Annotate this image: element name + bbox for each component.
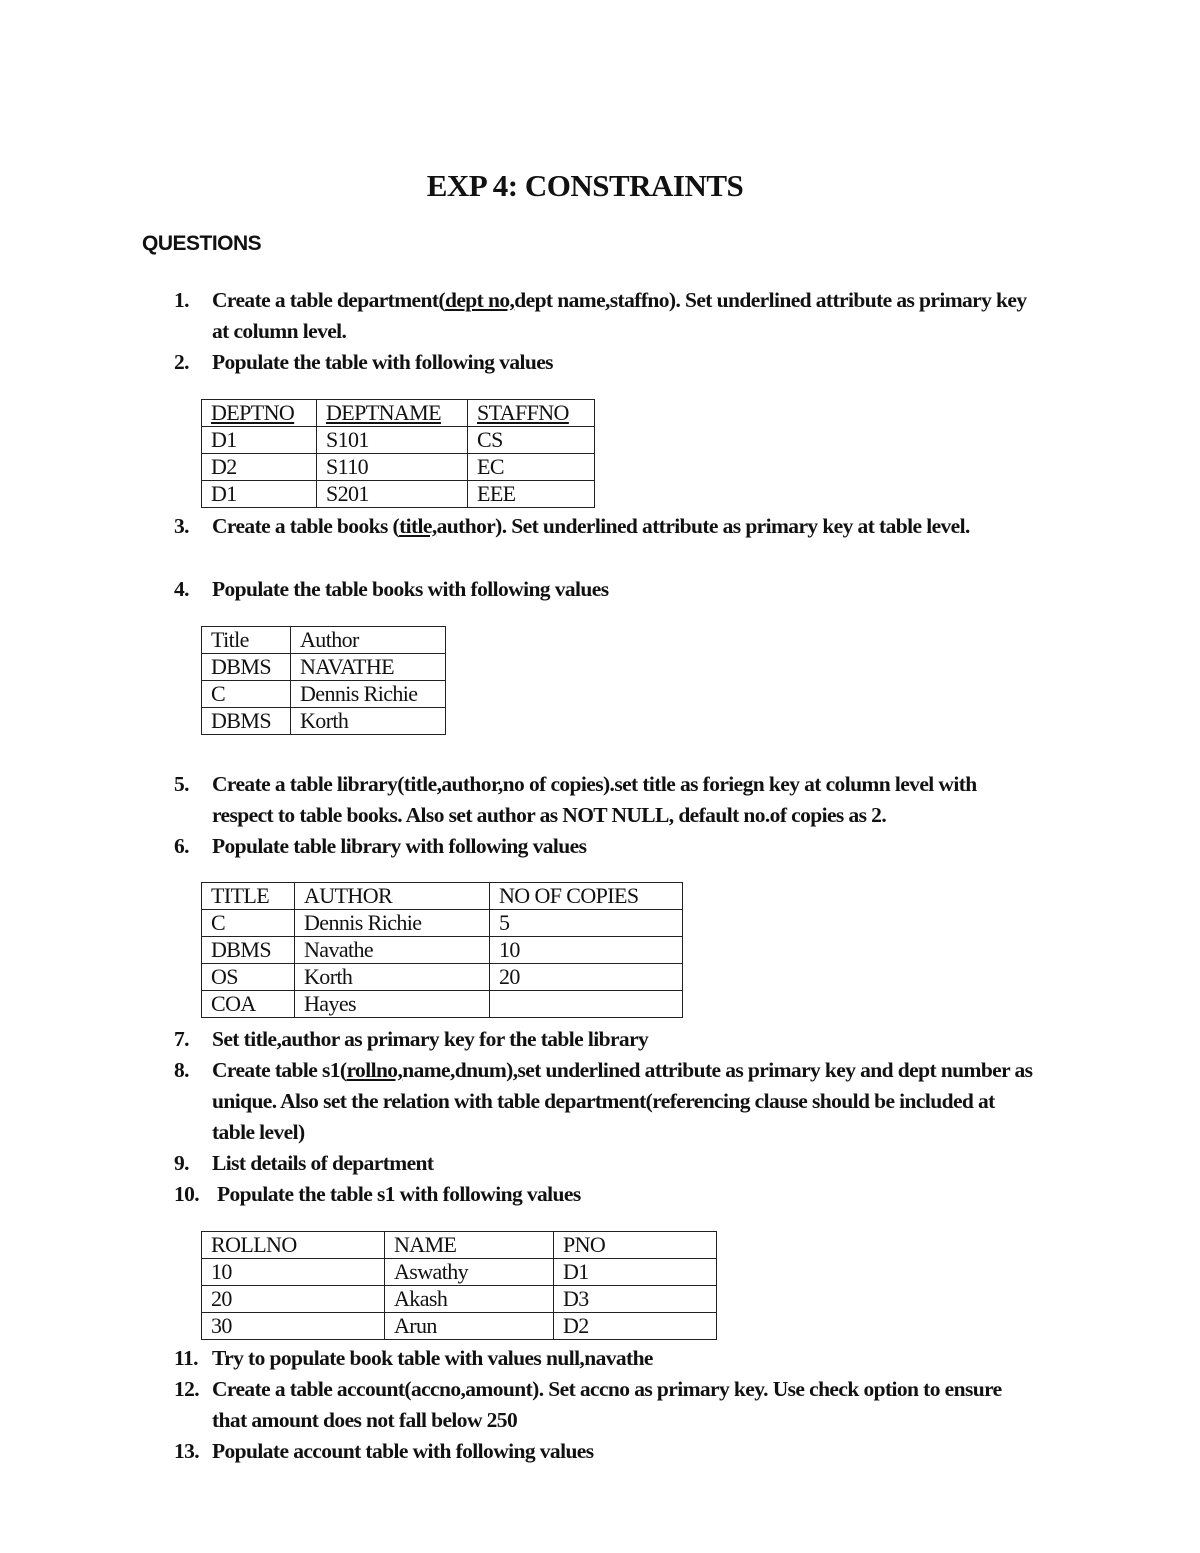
table-cell: 10 bbox=[490, 937, 683, 964]
question-number: 3. bbox=[174, 514, 189, 538]
question-text: Create table s1( bbox=[212, 1058, 347, 1082]
question-number: 13. bbox=[174, 1439, 200, 1463]
table-cell: D1 bbox=[202, 481, 317, 508]
table-cell: 20 bbox=[490, 964, 683, 991]
question-number: 1. bbox=[174, 288, 189, 312]
question-text: Create a table account(accno,amount). Set accno as primary key. Use check option to ensure that amount does not fall below 250 bbox=[212, 1377, 1002, 1432]
question-text: dept name,staffno). Set underlined attribute as primary key at column level. bbox=[212, 288, 1027, 343]
question-text: name,dnum),set underlined attribute as primary key and dept number as unique. Also set the relation with table department(referencing clause should be included at table level) bbox=[212, 1058, 1033, 1144]
table-cell: EC bbox=[468, 454, 595, 481]
table-cell: D3 bbox=[554, 1286, 717, 1313]
table-cell: 20 bbox=[202, 1286, 385, 1313]
question-13 bbox=[174, 1436, 1034, 1467]
table-header-cell: NAME bbox=[385, 1232, 554, 1259]
question-12 bbox=[174, 1374, 1034, 1436]
books-table bbox=[201, 626, 446, 735]
question-text: Populate the table books with following values bbox=[212, 577, 609, 601]
question-number: 12. bbox=[174, 1377, 200, 1401]
question-8 bbox=[174, 1055, 1034, 1148]
question-text: Populate account table with following values bbox=[212, 1439, 594, 1463]
question-number: 11. bbox=[174, 1346, 198, 1370]
table-header-cell: TITLE bbox=[202, 883, 295, 910]
table-cell: S201 bbox=[317, 481, 468, 508]
table-cell: COA bbox=[202, 991, 295, 1018]
table-cell: Dennis Richie bbox=[291, 681, 446, 708]
table-cell: CS bbox=[468, 427, 595, 454]
table-cell: 5 bbox=[490, 910, 683, 937]
table-row bbox=[202, 964, 683, 991]
table-cell: Korth bbox=[295, 964, 490, 991]
table-header-cell: STAFFNO bbox=[468, 400, 595, 427]
library-table bbox=[201, 882, 683, 1018]
table-cell: D2 bbox=[202, 454, 317, 481]
table-cell: Aswathy bbox=[385, 1259, 554, 1286]
table-header-cell: AUTHOR bbox=[295, 883, 490, 910]
question-6 bbox=[174, 831, 1034, 862]
table-header-cell: NO OF COPIES bbox=[490, 883, 683, 910]
table-row bbox=[202, 481, 595, 508]
question-text: Populate the table s1 with following values bbox=[217, 1182, 581, 1206]
table-row bbox=[202, 681, 446, 708]
table-cell: Hayes bbox=[295, 991, 490, 1018]
table-cell: Akash bbox=[385, 1286, 554, 1313]
table-cell: S110 bbox=[317, 454, 468, 481]
table-cell: C bbox=[202, 681, 291, 708]
table-cell: DBMS bbox=[202, 937, 295, 964]
table-cell: DBMS bbox=[202, 708, 291, 735]
table-row bbox=[202, 1286, 717, 1313]
table-cell: 30 bbox=[202, 1313, 385, 1340]
question-number: 7. bbox=[174, 1027, 189, 1051]
question-1 bbox=[174, 285, 1034, 347]
question-text: Populate table library with following values bbox=[212, 834, 587, 858]
questions-heading: QUESTIONS bbox=[142, 232, 262, 255]
table-cell: 10 bbox=[202, 1259, 385, 1286]
question-number: 10. bbox=[174, 1182, 200, 1206]
table-cell: Navathe bbox=[295, 937, 490, 964]
table-header-cell: DEPTNAME bbox=[317, 400, 468, 427]
question-text: author). Set underlined attribute as primary key at table level. bbox=[436, 514, 970, 538]
document-title: EXP 4: CONSTRAINTS bbox=[426, 168, 744, 203]
table-cell: C bbox=[202, 910, 295, 937]
table-row bbox=[202, 454, 595, 481]
table-header-cell: Title bbox=[202, 627, 291, 654]
table-header-cell: PNO bbox=[554, 1232, 717, 1259]
table-cell bbox=[490, 991, 683, 1018]
underlined-attribute: title, bbox=[399, 514, 437, 538]
table-row bbox=[202, 1313, 717, 1340]
underlined-attribute: dept no, bbox=[444, 288, 515, 312]
table-header-cell: Author bbox=[291, 627, 446, 654]
question-7 bbox=[174, 1024, 1034, 1055]
question-11 bbox=[174, 1343, 1034, 1374]
question-number: 9. bbox=[174, 1151, 189, 1175]
question-text: Create a table library(title,author,no of copies).set title as foriegn key at column level with respect to table books. Also set author as NOT NULL, default no.of copies as 2. bbox=[212, 772, 977, 827]
table-cell: Arun bbox=[385, 1313, 554, 1340]
question-number: 2. bbox=[174, 350, 189, 374]
question-number: 6. bbox=[174, 834, 189, 858]
underlined-attribute: rollno, bbox=[346, 1058, 403, 1082]
question-text: Populate the table with following values bbox=[212, 350, 553, 374]
table-cell: S101 bbox=[317, 427, 468, 454]
question-2 bbox=[174, 347, 1034, 378]
table-cell: NAVATHE bbox=[291, 654, 446, 681]
question-number: 8. bbox=[174, 1058, 189, 1082]
table-cell: D1 bbox=[554, 1259, 717, 1286]
question-5 bbox=[174, 769, 1034, 831]
s1-table bbox=[201, 1231, 717, 1340]
table-header-cell: DEPTNO bbox=[202, 400, 317, 427]
department-table bbox=[201, 399, 595, 508]
question-4 bbox=[174, 574, 1034, 605]
question-text: Create a table books ( bbox=[212, 514, 400, 538]
table-row bbox=[202, 708, 446, 735]
table-row bbox=[202, 910, 683, 937]
question-text: Try to populate book table with values null,navathe bbox=[212, 1346, 653, 1370]
table-row bbox=[202, 991, 683, 1018]
question-9 bbox=[174, 1148, 1034, 1179]
table-row bbox=[202, 1259, 717, 1286]
question-text: Set title,author as primary key for the table library bbox=[212, 1027, 649, 1051]
table-row bbox=[202, 654, 446, 681]
table-cell: Korth bbox=[291, 708, 446, 735]
question-text: Create a table department( bbox=[212, 288, 445, 312]
table-header-cell: ROLLNO bbox=[202, 1232, 385, 1259]
question-3 bbox=[174, 511, 1034, 542]
table-cell: D1 bbox=[202, 427, 317, 454]
question-text: List details of department bbox=[212, 1151, 434, 1175]
question-number: 4. bbox=[174, 577, 189, 601]
table-cell: DBMS bbox=[202, 654, 291, 681]
question-number: 5. bbox=[174, 772, 189, 796]
table-cell: D2 bbox=[554, 1313, 717, 1340]
table-cell: EEE bbox=[468, 481, 595, 508]
table-row bbox=[202, 427, 595, 454]
table-cell: OS bbox=[202, 964, 295, 991]
table-cell: Dennis Richie bbox=[295, 910, 490, 937]
question-10 bbox=[174, 1179, 1034, 1210]
table-row bbox=[202, 937, 683, 964]
